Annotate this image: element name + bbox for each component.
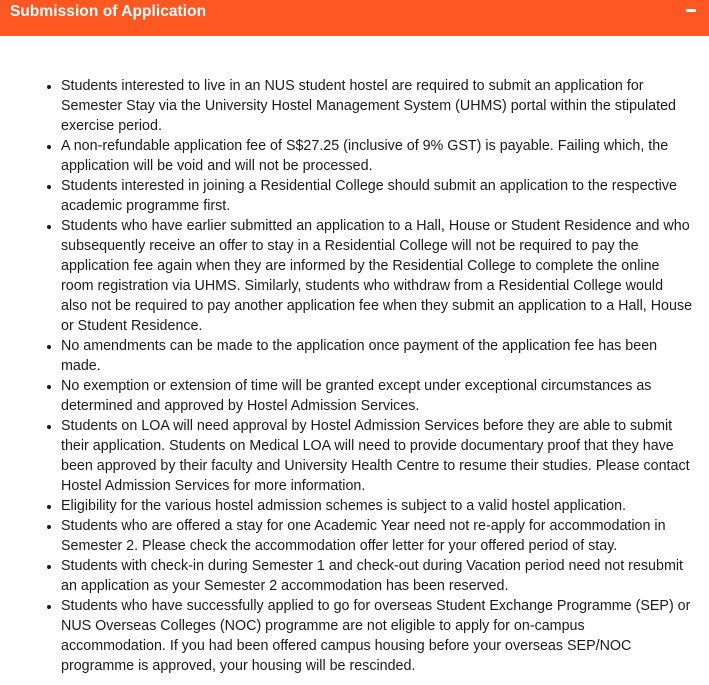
- list-item: • No amendments can be made to the application once payment of the application fee has been made.: [61, 336, 693, 376]
- list-item: • A non-refundable application fee of S$27.25 (inclusive of 9% GST) is payable. Failing which, the application will be void and will not be processed.: [61, 136, 693, 176]
- accordion-header[interactable]: [0, 0, 709, 36]
- list-item: • No exemption or extension of time will be granted except under exceptional circumstances as determined and approved by Hostel Admission Services.: [61, 376, 693, 416]
- list-item: • Students interested to live in an NUS student hostel are required to submit an application for Semester Stay via the University Hostel Management System (UHMS) portal within the stipulated exercise period.: [61, 76, 693, 136]
- list-item: • Students interested in joining a Residential College should submit an application to the respective academic programme first.: [61, 176, 693, 216]
- list-item: • Students who have successfully applied to go for overseas Student Exchange Programme (SEP) or NUS Overseas Colleges (NOC) programme are not eligible to apply for on-campus accommodation. If you had been offered campus housing before your overseas SEP/NOC programme is approved, your housing will be rescinded.: [61, 596, 693, 676]
- minus-icon[interactable]: [686, 6, 697, 16]
- minus-icon-bar: [686, 9, 696, 12]
- accordion-title: Submission of Application: [10, 3, 207, 20]
- list-item: • Students who are offered a stay for one Academic Year need not re-apply for accommodation in Semester 2. Please check the accommodation offer letter for your offered period of stay.: [61, 516, 693, 556]
- list-item: • Students who have earlier submitted an application to a Hall, House or Student Residence and who subsequently receive an offer to stay in a Residential College will not be required to pay the application fee again when they are informed by the Residential College to complete the online room registration via UHMS. Similarly, students who withdraw from a Residential College would also not be required to pay another application fee when they submit an application to a Hall, House or Student Residence.: [61, 216, 693, 336]
- accordion-body: [0, 36, 709, 676]
- list-item: • Eligibility for the various hostel admission schemes is subject to a valid hostel application.: [61, 496, 693, 516]
- bullet-list: [0, 76, 693, 676]
- list-item: • Students on LOA will need approval by Hostel Admission Services before they are able to submit their application. Students on Medical LOA will need to provide documentary proof that they have been approved by their faculty and University Health Centre to resume their studies. Please contact Hostel Admission Services for more information.: [61, 416, 693, 496]
- list-item: • Students with check-in during Semester 1 and check-out during Vacation period need not resubmit an application as your Semester 2 accommodation has been reserved.: [61, 556, 693, 596]
